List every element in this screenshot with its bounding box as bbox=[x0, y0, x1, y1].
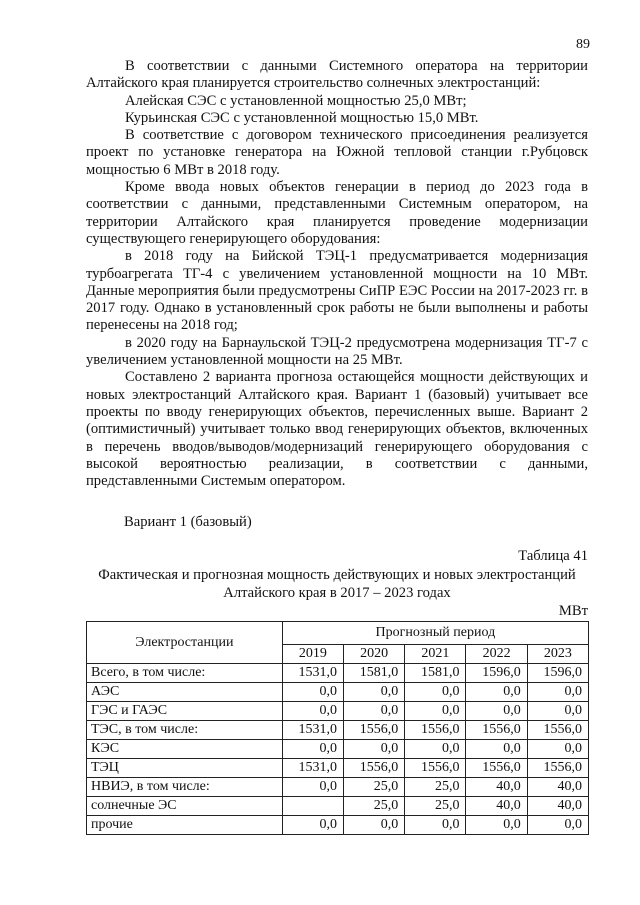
capacity-value: 1556,0 bbox=[405, 721, 466, 740]
capacity-value: 1556,0 bbox=[344, 759, 405, 778]
capacity-value: 0,0 bbox=[344, 683, 405, 702]
capacity-value: 1596,0 bbox=[527, 664, 588, 683]
capacity-value: 40,0 bbox=[466, 778, 527, 797]
capacity-value: 1581,0 bbox=[344, 664, 405, 683]
paragraph: Кроме ввода новых объектов генерации в период до 2023 года в соответствии с данными, представленными Системным оператором, на территории Алтайского края планируется проведение модернизации существующего генерирующего оборудования: bbox=[86, 179, 588, 247]
body-text bbox=[86, 58, 588, 490]
table-row bbox=[87, 759, 589, 778]
paragraph: В соответствие с договором технического присоединения реализуется проект по установке генератора на Южной тепловой станции г.Рубцовск мощностью 6 МВт в 2018 году. bbox=[86, 127, 588, 178]
capacity-value: 0,0 bbox=[527, 683, 588, 702]
table-row bbox=[87, 664, 589, 683]
station-name: ГЭС и ГАЭС bbox=[87, 702, 283, 721]
capacity-value bbox=[282, 797, 343, 816]
station-name: Всего, в том числе: bbox=[87, 664, 283, 683]
table-row bbox=[87, 721, 589, 740]
variant-label: Вариант 1 (базовый) bbox=[124, 514, 252, 530]
year-header: 2020 bbox=[344, 645, 405, 664]
capacity-value: 0,0 bbox=[344, 702, 405, 721]
table-row bbox=[87, 816, 589, 835]
capacity-value: 0,0 bbox=[466, 702, 527, 721]
capacity-value: 0,0 bbox=[527, 702, 588, 721]
table-row bbox=[87, 740, 589, 759]
paragraph: Курьинская СЭС с установленной мощностью 15,0 МВт. bbox=[125, 109, 479, 126]
capacity-value: 0,0 bbox=[527, 740, 588, 759]
paragraph: В соответствии с данными Системного оператора на территории Алтайского края планируется строительство солнечных электростанций: bbox=[86, 58, 588, 92]
table-row bbox=[87, 797, 589, 816]
capacity-table bbox=[86, 621, 589, 835]
capacity-value: 1556,0 bbox=[466, 721, 527, 740]
capacity-value: 1556,0 bbox=[405, 759, 466, 778]
capacity-value: 40,0 bbox=[527, 797, 588, 816]
station-name: прочие bbox=[87, 816, 283, 835]
capacity-value: 1596,0 bbox=[466, 664, 527, 683]
table-row bbox=[87, 702, 589, 721]
capacity-value: 0,0 bbox=[405, 816, 466, 835]
capacity-value: 0,0 bbox=[282, 778, 343, 797]
paragraph: Алейская СЭС с установленной мощностью 25,0 МВт; bbox=[125, 92, 467, 109]
capacity-value: 0,0 bbox=[466, 740, 527, 759]
capacity-value: 0,0 bbox=[466, 816, 527, 835]
capacity-value: 1556,0 bbox=[527, 759, 588, 778]
station-name: ТЭЦ bbox=[87, 759, 283, 778]
capacity-value: 0,0 bbox=[282, 683, 343, 702]
year-header: 2019 bbox=[282, 645, 343, 664]
station-name: солнечные ЭС bbox=[87, 797, 283, 816]
capacity-value: 0,0 bbox=[405, 683, 466, 702]
capacity-value: 0,0 bbox=[466, 683, 527, 702]
table-number: Таблица 41 bbox=[518, 548, 588, 564]
paragraph: Составлено 2 варианта прогноза остающейся мощности действующих и новых электростанций Алтайского края. Вариант 1 (базовый) учитывает все проекты по вводу генерирующих объектов, перечисленных выше. Вариант 2 (оптимистичный) учитывает только ввод генерирующих объектов, включенных в перечень вводов/выводов/модернизаций генерирующего оборудования с высокой вероятностью реализации, в соответствии с данными, представленными Системым оператором. bbox=[86, 369, 588, 490]
capacity-value: 0,0 bbox=[344, 740, 405, 759]
capacity-value: 40,0 bbox=[466, 797, 527, 816]
capacity-value: 25,0 bbox=[344, 778, 405, 797]
page-number: 89 bbox=[576, 37, 590, 52]
capacity-value: 1556,0 bbox=[527, 721, 588, 740]
period-header: Прогнозный период bbox=[282, 622, 588, 645]
capacity-value: 1556,0 bbox=[466, 759, 527, 778]
table-row bbox=[87, 683, 589, 702]
station-name: НВИЭ, в том числе: bbox=[87, 778, 283, 797]
capacity-value: 0,0 bbox=[282, 740, 343, 759]
paragraph: в 2018 году на Бийской ТЭЦ-1 предусматривается модернизация турбоагрегата ТГ-4 с увеличением установленной мощности на 10 МВт. Данные мероприятия были предусмотрены СиПР ЕЭС России на 2017-2023 гг. в 2017 году. Однако в установленный срок работы не были выполнены и работы перенесены на 2018 год; bbox=[86, 248, 588, 334]
capacity-value: 25,0 bbox=[405, 778, 466, 797]
capacity-value: 0,0 bbox=[282, 702, 343, 721]
station-header: Электростанции bbox=[87, 622, 283, 664]
year-header: 2022 bbox=[466, 645, 527, 664]
capacity-value: 1581,0 bbox=[405, 664, 466, 683]
station-name: АЭС bbox=[87, 683, 283, 702]
capacity-value: 0,0 bbox=[527, 816, 588, 835]
capacity-value: 0,0 bbox=[344, 816, 405, 835]
capacity-value: 1556,0 bbox=[344, 721, 405, 740]
capacity-value: 0,0 bbox=[405, 740, 466, 759]
capacity-value: 25,0 bbox=[344, 797, 405, 816]
station-name: КЭС bbox=[87, 740, 283, 759]
table-title: Фактическая и прогнозная мощность действующих и новых электростанций Алтайского края в 2017 – 2023 годах bbox=[98, 567, 576, 601]
capacity-value: 1531,0 bbox=[282, 664, 343, 683]
year-header: 2021 bbox=[405, 645, 466, 664]
capacity-value: 40,0 bbox=[527, 778, 588, 797]
capacity-value: 0,0 bbox=[282, 816, 343, 835]
paragraph: в 2020 году на Барнаульской ТЭЦ-2 предусмотрена модернизация ТГ-7 с увеличением установленной мощности на 25 МВт. bbox=[86, 334, 588, 369]
capacity-value: 1531,0 bbox=[282, 759, 343, 778]
capacity-value: 0,0 bbox=[405, 702, 466, 721]
table-unit: МВт bbox=[558, 603, 588, 619]
capacity-value: 25,0 bbox=[405, 797, 466, 816]
table-row bbox=[87, 778, 589, 797]
year-header: 2023 bbox=[527, 645, 588, 664]
capacity-value: 1531,0 bbox=[282, 721, 343, 740]
station-name: ТЭС, в том числе: bbox=[87, 721, 283, 740]
